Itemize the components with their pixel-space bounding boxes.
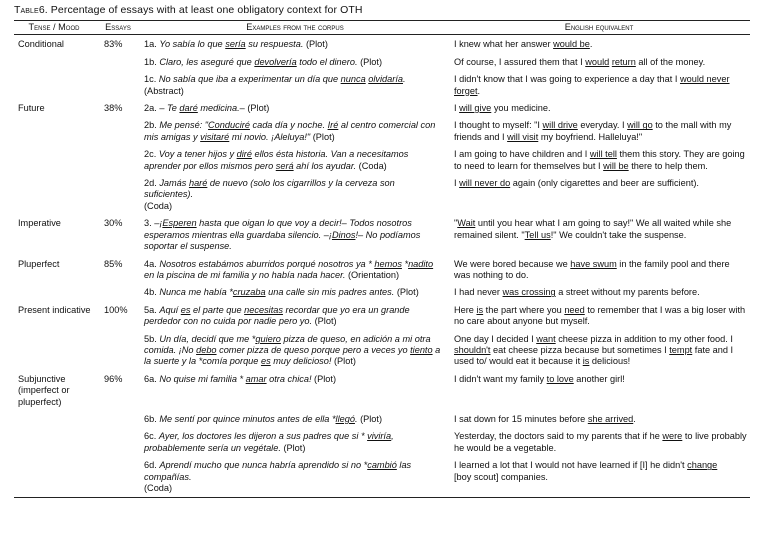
table-row: [14, 143, 750, 172]
table-row: [14, 51, 750, 68]
tense-mood-cell: [14, 172, 94, 212]
tense-mood-cell: [14, 281, 94, 298]
header-english: English equivalent: [448, 21, 750, 35]
essays-percent-cell: 85%: [104, 258, 123, 269]
essays-percent-cell: [94, 68, 142, 97]
table-row: [14, 172, 750, 212]
tense-mood-cell: Conditional: [18, 39, 64, 50]
english-equivalent-cell: Of course, I assured them that I would return all of the money.: [454, 56, 706, 67]
english-equivalent-cell: Yesterday, the doctors said to my parents that if he were to live probably he would be a vegetable.: [454, 431, 747, 453]
table-row: [14, 408, 750, 425]
tense-mood-cell: [14, 51, 94, 68]
header-examples: Examples from the corpus: [142, 21, 448, 35]
english-equivalent-cell: I had never was crossing a street without my parents before.: [454, 287, 700, 298]
table-row: [14, 425, 750, 454]
essays-percent-cell: 30%: [104, 218, 123, 229]
table-row: [14, 97, 750, 114]
oth-table: [14, 20, 750, 498]
table-caption: [14, 5, 363, 16]
table-number: Table6.: [14, 4, 48, 16]
tense-mood-cell: Subjunctive (imperfect or pluperfect): [18, 373, 70, 407]
tense-mood-cell: Future: [18, 103, 45, 114]
essays-percent-cell: 100%: [104, 304, 128, 315]
tense-mood-cell: [14, 454, 94, 498]
essays-percent-cell: [94, 454, 142, 498]
corpus-example-cell: 2a. – Te daré medicina.– (Plot): [144, 103, 270, 114]
table-row: [14, 299, 750, 328]
tense-mood-cell: [14, 328, 94, 368]
essays-percent-cell: 38%: [104, 103, 123, 114]
table-row: [14, 35, 750, 51]
tense-mood-cell: Pluperfect: [18, 258, 60, 269]
english-equivalent-cell: We were bored because we have swum in the family pool and there was nothing to do.: [454, 258, 730, 280]
table-row: [14, 368, 750, 408]
english-equivalent-cell: "Wait until you hear what I am going to say!" We all waited while she remained silent. "Tell us!" We couldn't take the suspense.: [454, 218, 732, 240]
header-tense: Tense / Mood: [14, 21, 94, 35]
english-equivalent-cell: I will never do again (only cigarettes and beer are sufficient).: [454, 178, 699, 189]
essays-percent-cell: [94, 408, 142, 425]
corpus-example-cell: 6a. No quise mi familia * amar otra chica! (Plot): [144, 373, 337, 384]
table-row: [14, 68, 750, 97]
corpus-example-cell: 1b. Claro, les aseguré que devolvería todo el dinero. (Plot): [144, 56, 383, 67]
english-equivalent-cell: I will give you medicine.: [454, 103, 551, 114]
essays-percent-cell: [94, 172, 142, 212]
table-row: [14, 114, 750, 143]
tense-mood-cell: [14, 68, 94, 97]
tense-mood-cell: [14, 114, 94, 143]
tense-mood-cell: [14, 425, 94, 454]
essays-percent-cell: [94, 281, 142, 298]
corpus-example-cell: 3. –¡Esperen hasta que oigan lo que voy a decir!– Todos nosotros esperamos mientras ella guardaba silencio. –¡Dinos!– No podíamos soportar el suspense.: [144, 218, 421, 252]
essays-percent-cell: 83%: [104, 39, 123, 50]
english-equivalent-cell: Here is the part where you need to remember that I was a big loser with no care about anyone but myself.: [454, 304, 746, 327]
english-equivalent-cell: I didn't want my family to love another girl!: [454, 373, 625, 384]
tense-mood-cell: [14, 143, 94, 172]
table-row: [14, 454, 750, 498]
essays-percent-cell: [94, 425, 142, 454]
corpus-example-cell: 1c. No sabía que iba a experimentar un día que nunca olvidaría. (Abstract): [144, 74, 406, 96]
table-title: Percentage of essays with at least one obligatory context for OTH: [47, 4, 363, 16]
corpus-example-cell: 6b. Me sentí por quince minutos antes de ella *llegó. (Plot): [144, 413, 383, 424]
corpus-example-cell: 1a. Yo sabía lo que sería su respuesta. (Plot): [144, 39, 328, 50]
table-row: [14, 212, 750, 252]
essays-percent-cell: [94, 143, 142, 172]
corpus-example-cell: 5a. Aquí es el parte que necesitas recordar que yo era un grande perdedor con no cuida por nadie pero yo. (Plot): [144, 304, 410, 327]
essays-percent-cell: [94, 114, 142, 143]
essays-percent-cell: 96%: [104, 373, 123, 384]
corpus-example-cell: 2d. Jamás haré de nuevo (solo los cigarrillos y la cerveza son suficientes). (Coda): [144, 178, 395, 211]
table-row: [14, 328, 750, 368]
corpus-example-cell: 5b. Un día, decidí que me *quiero pizza de queso, en adición a mi otra comida. ¡No debo comer pizza de queso porque pero a veces yo tiento a la suerte y la *comía porque es muy delicioso! (Plot): [144, 333, 441, 367]
corpus-example-cell: 4b. Nunca me había *cruzaba una calle sin mis padres antes. (Plot): [144, 287, 419, 298]
essays-percent-cell: [94, 328, 142, 368]
english-equivalent-cell: I thought to myself: "I will drive everyday. I will go to the mall with my friends and I will visit my boyfriend. Halleluya!": [454, 120, 732, 142]
english-equivalent-cell: I knew what her answer would be.: [454, 39, 593, 50]
header-essays: Essays: [94, 21, 142, 35]
essays-percent-cell: [94, 51, 142, 68]
english-equivalent-cell: I didn't know that I was going to experience a day that I would never forget.: [454, 74, 730, 96]
tense-mood-cell: Present indicative: [18, 304, 91, 315]
tense-mood-cell: Imperative: [18, 218, 61, 229]
corpus-example-cell: 2c. Voy a tener hijos y diré ellos ésta historia. Van a necesitamos aprender por ellos mismos pero será ahí los ayudar. (Coda): [144, 149, 409, 171]
corpus-example-cell: 2b. Me pensé: "Conduciré cada día y noche. Iré al centro comercial con mis amigas y visitaré mi novio. ¡Aleluya!" (Plot): [144, 120, 436, 142]
english-equivalent-cell: One day I decided I want cheese pizza in addition to my other food. I shouldn't eat cheese pizza because but sometimes I tempt fate and I used to/ would eat it because it is delicious!: [454, 333, 734, 367]
english-equivalent-cell: I learned a lot that I would not have learned if [I] he didn't change [boy scout] companies.: [448, 454, 750, 498]
english-equivalent-cell: I sat down for 15 minutes before she arrived.: [454, 413, 636, 424]
header-row: [14, 21, 750, 35]
corpus-example-cell: 4a. Nosotros estabámos aburridos porqué nosotros ya * hemos *nadito en la piscina de mi familia y no había nada hacer. (Orientation): [144, 258, 434, 280]
corpus-example-cell: 6c. Ayer, los doctores les dijeron a sus padres que si * viviría, probablemente sería un vegétale. (Plot): [144, 431, 394, 453]
tense-mood-cell: [14, 408, 94, 425]
table-body: [14, 35, 750, 498]
table-row: [14, 253, 750, 282]
corpus-example-cell: 6d. Aprendí mucho que nunca habría aprendido si no *cambió las compañías. (Coda): [142, 454, 448, 498]
table-row: [14, 281, 750, 298]
english-equivalent-cell: I am going to have children and I will tell them this story. They are going to need to learn for themselves but I will be there to help them.: [454, 149, 745, 171]
